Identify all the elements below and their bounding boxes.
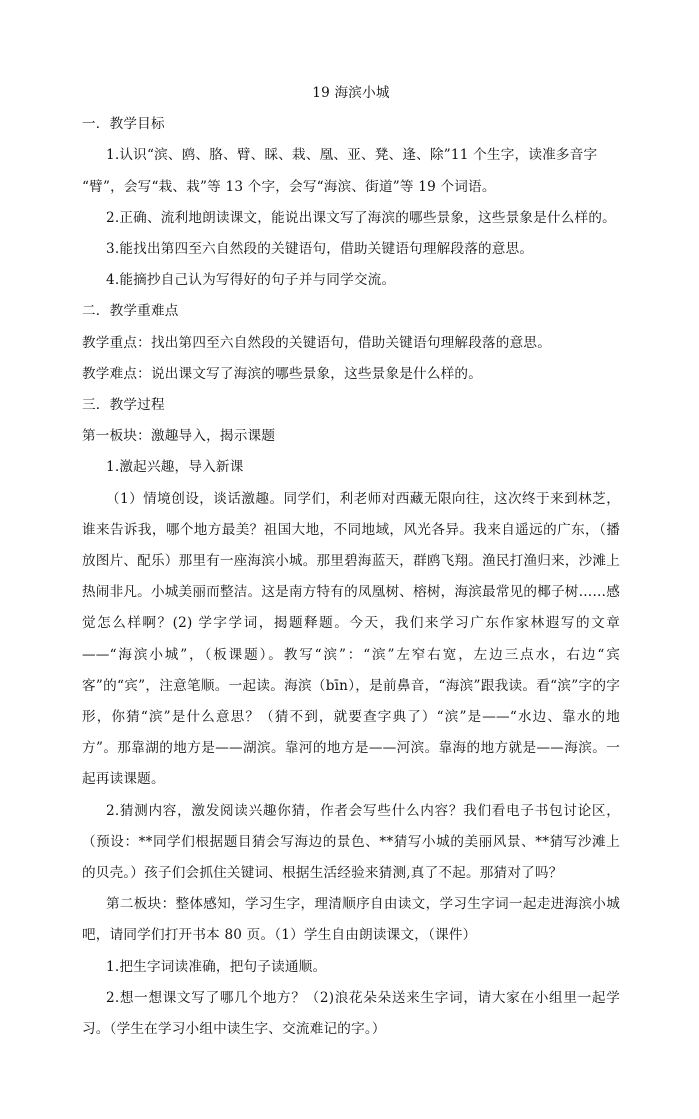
goal-1-line-2: “臂”，会写“栽、栽”等 13 个字，会写“海滨、街道”等 19 个词语。 — [82, 178, 496, 195]
step-read-aloud: 1.把生字词读准确，把句子读通顺。 — [106, 958, 327, 975]
difficult-point-text: 教学难点：说出课文写了海滨的哪些景象，这些景象是什么样的。 — [82, 365, 483, 382]
goal-4: 4.能摘抄自己认为写得好的句子并与同学交流。 — [106, 272, 396, 289]
goal-2: 2.正确、流利地朗读课文，能说出课文写了海滨的哪些景象，这些景象是什么样的。 — [106, 209, 616, 226]
section-heading-key-points: 二．教学重难点 — [82, 303, 179, 320]
section-heading-process: 三．教学过程 — [82, 397, 165, 414]
goal-3: 3.能找出第四至六自然段的关键语句，借助关键语句理解段落的意思。 — [106, 241, 534, 258]
page-title: 19 海滨小城 — [312, 85, 390, 101]
key-point-text: 教学重点：找出第四至六自然段的关键语句，借助关键语句理解段落的意思。 — [82, 334, 551, 351]
paragraph-think-places: 2.想一想课文写了哪几个地方？（2)浪花朵朵送来生字词，请大家在小组里一起学习。（学生在学习小组中读生字、交流难记的字。） — [82, 989, 620, 1038]
paragraph-guess-content: 2.猜测内容，激发阅读兴趣你猜，作者会写些什么内容？我们看电子书包讨论区，（预设：**同学们根据题目猜会写海边的景色、**猜写小城的美丽风景、**猜写沙滩上的贝壳。）孩子们会抓住关键词、根据生活经验来猜测,真了不起。那猜对了吗？ — [82, 802, 620, 882]
step-1-heading: 1.激起兴趣，导入新课 — [106, 459, 244, 476]
goal-1-line-1: 1.认识“滨、鸥、胳、臂、睬、栽、凰、亚、凳、逢、除”11 个生字，读准多音字 — [106, 147, 598, 164]
paragraph-intro-scenario: （1）情境创设，谈话激趣。同学们，利老师对西藏无限向往，这次终于来到林芝，谁来告诉我，哪个地方最美？祖国大地，不同地域，风光各异。我来自遥远的广东，（播放图片、配乐）那里有一座海滨小城。那里碧海蓝天，群鸥飞翔。渔民打渔归来，沙滩上热闹非凡。小城美丽而整洁。这是南方特有的凤凰树、榕树，海滨最常见的椰子树……感觉怎么样啊？(2) 学字学词，揭题释题。今天，我们来学习广东作家林遐写的文章——“海滨小城”，（板课题）。教写“滨”：“滨”左窄右宽，左边三点水，右边“宾客”的“宾”，注意笔顺。一起读。海滨（bīn），是前鼻音，“海滨”跟我读。看“滨”字的字形，你猜“滨”是什么意思？（猜不到，就要查字典了）“滨”是——“水边、靠水的地方”。那靠湖的地方是——湖滨。靠河的地方是——河滨。靠海的地方就是——海滨。一起再读课题。 — [82, 490, 620, 788]
block-1-heading: 第一板块：激趣导入，揭示课题 — [82, 428, 276, 445]
paragraph-block-2: 第二板块：整体感知，学习生字，理清顺序自由读文，学习生字词一起走进海滨小城吧，请同学们打开书本 80 页。（1）学生自由朗读课文，（课件） — [82, 896, 620, 944]
section-heading-goals: 一．教学目标 — [82, 116, 165, 133]
document-body — [82, 78, 620, 1045]
